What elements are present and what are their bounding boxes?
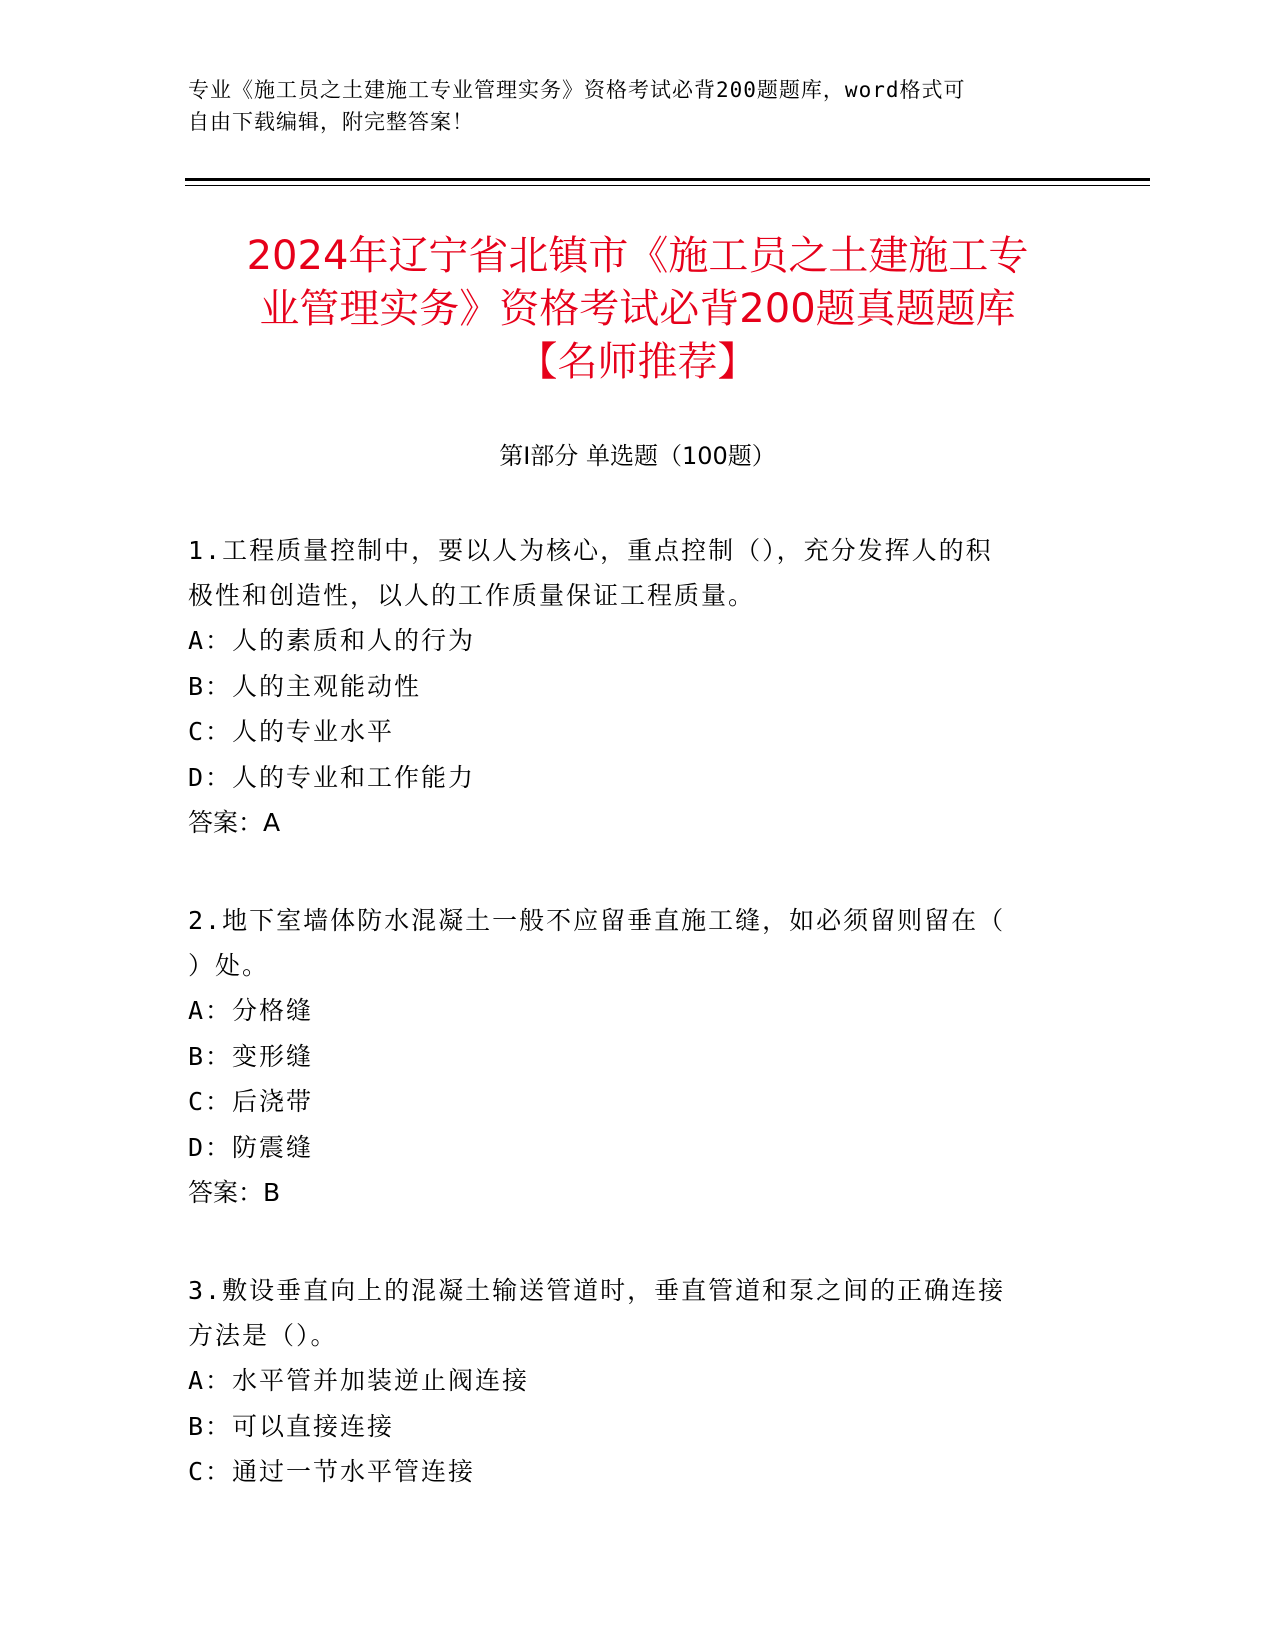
option-d: D：人的专业和工作能力 xyxy=(188,762,476,792)
option-c: C：通过一节水平管连接 xyxy=(188,1457,476,1486)
question-text-line: 1.工程质量控制中，要以人为核心，重点控制（），充分发挥人的积 xyxy=(188,536,993,565)
answer: 答案：A xyxy=(188,808,281,837)
title-line: 业管理实务》资格考试必背200题真题题库 xyxy=(259,286,1016,332)
option-b: B：可以直接连接 xyxy=(188,1411,395,1441)
question-text-line: 2.地下室墙体防水混凝土一般不应留垂直施工缝，如必须留则留在（ xyxy=(188,906,1006,935)
title-line: 【名师推荐】 xyxy=(517,339,758,385)
section-heading: 第Ⅰ部分 单选题（100题） xyxy=(499,442,776,470)
question-text-line: 3.敷设垂直向上的混凝土输送管道时，垂直管道和泵之间的正确连接 xyxy=(188,1276,1006,1305)
title-line: 2024年辽宁省北镇市《施工员之土建施工专 xyxy=(246,233,1029,279)
document-title xyxy=(150,230,1125,389)
option-a: A：分格缝 xyxy=(188,996,314,1025)
option-b: B：人的主观能动性 xyxy=(188,671,422,701)
header-rule-thick xyxy=(185,178,1150,181)
header-note xyxy=(188,74,1068,138)
answer: 答案：B xyxy=(188,1178,281,1207)
option-d: D：防震缝 xyxy=(188,1132,314,1162)
question-text xyxy=(188,898,1068,988)
question-text xyxy=(188,1268,1068,1358)
option-c: C：人的专业水平 xyxy=(188,717,395,746)
option-a: A：水平管并加装逆止阀连接 xyxy=(188,1366,530,1395)
question-text-line: 极性和创造性，以人的工作质量保证工程质量。 xyxy=(188,581,756,610)
question-item xyxy=(188,1268,1068,1495)
question-item xyxy=(188,898,1068,1215)
header-rule-thin xyxy=(185,185,1150,186)
header-note-line: 自由下载编辑，附完整答案！ xyxy=(188,110,474,134)
option-c: C：后浇带 xyxy=(188,1087,314,1116)
question-text-line: ）处。 xyxy=(188,951,270,980)
question-text-line: 方法是（）。 xyxy=(188,1321,338,1350)
option-a: A：人的素质和人的行为 xyxy=(188,626,476,655)
question-item xyxy=(188,528,1068,845)
option-b: B：变形缝 xyxy=(188,1041,314,1071)
questions-list xyxy=(188,528,1068,1548)
header-note-line: 专业《施工员之土建施工专业管理实务》资格考试必背200题题库，word格式可 xyxy=(188,78,966,102)
question-text xyxy=(188,528,1068,618)
